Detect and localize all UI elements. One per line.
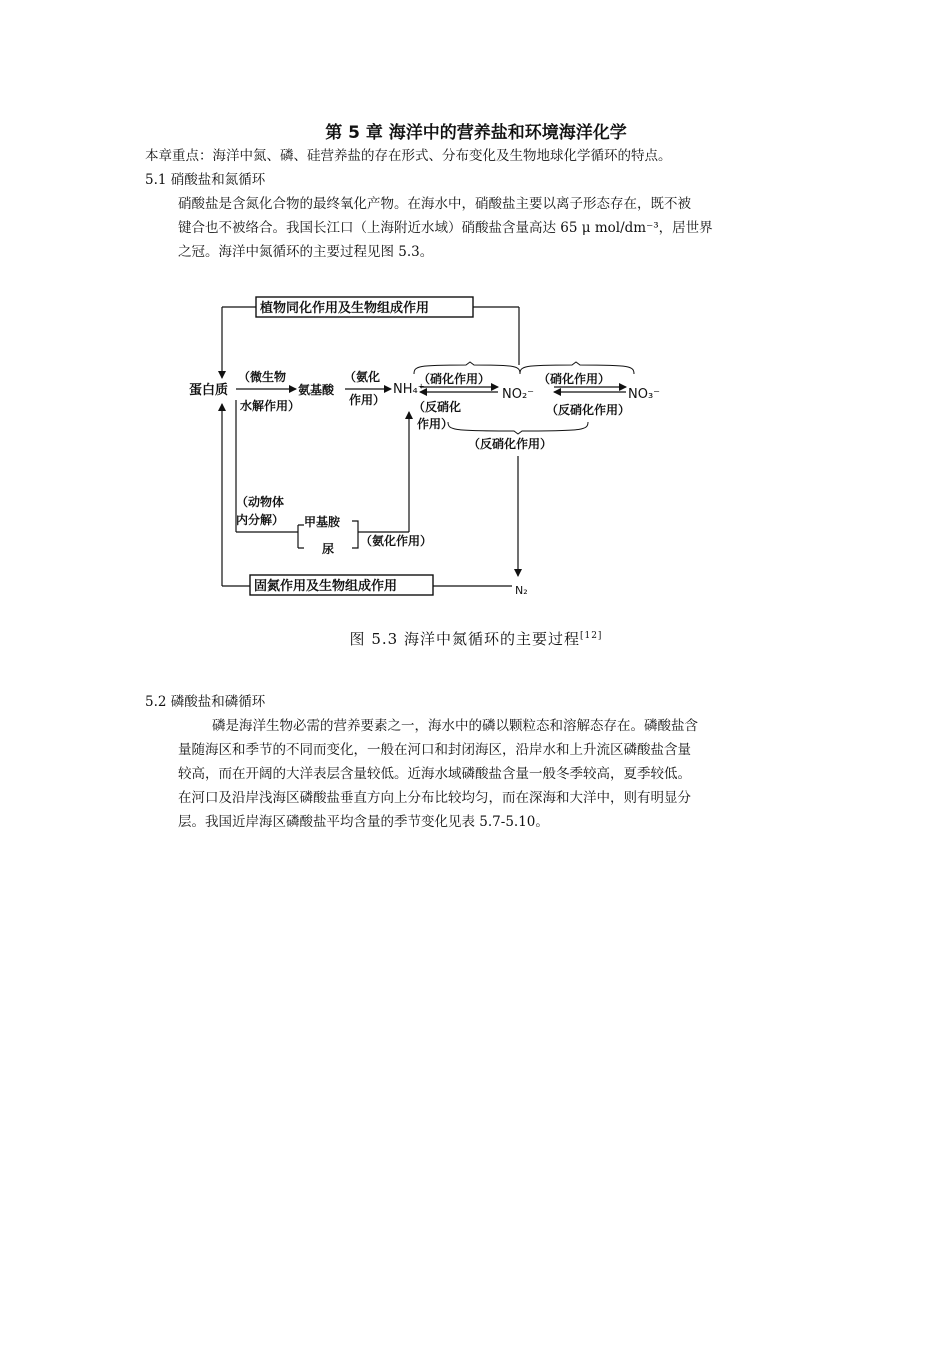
section-5-2-line-2: 量随海区和季节的不同而变化，一般在河口和封闭海区，沿岸水和上升流区磷酸盐含量 bbox=[178, 742, 691, 758]
methylamine-label: 甲基胺 bbox=[304, 515, 341, 529]
denit-label-b: （反硝化作用） bbox=[546, 403, 631, 417]
section-5-1-heading: 5.1 硝酸盐和氮循环 bbox=[145, 172, 266, 188]
ammon-label-1: （氨化 bbox=[344, 370, 381, 384]
chapter-title: 第 5 章 海洋中的营养盐和环境海洋化学 bbox=[325, 123, 627, 143]
figure-caption-ref: [12] bbox=[579, 631, 603, 641]
top-box-label: 植物同化作用及生物组成作用 bbox=[260, 301, 430, 316]
section-5-1-line-1: 硝酸盐是含氮化合物的最终氧化产物。在海水中，硝酸盐主要以离子形态存在，既不被 bbox=[178, 196, 691, 212]
denit-label-a2: 作用） bbox=[417, 417, 454, 431]
animal-label-2: 内分解） bbox=[236, 513, 285, 527]
section-5-1-line-3: 之冠。海洋中氮循环的主要过程见图 5.3。 bbox=[178, 244, 434, 260]
ammon-label-3: （氨化作用） bbox=[360, 534, 433, 548]
urea-label: 尿 bbox=[322, 542, 335, 556]
section-5-2-heading: 5.2 磷酸盐和磷循环 bbox=[145, 694, 266, 710]
section-5-2-line-1: 磷是海洋生物必需的营养要素之一，海水中的磷以颗粒态和溶解态存在。磷酸盐含 bbox=[212, 718, 698, 734]
chapter-focus: 本章重点：海洋中氮、磷、硅营养盐的存在形式、分布变化及生物地球化学循环的特点。 bbox=[145, 148, 672, 164]
no2-label: NO₂⁻ bbox=[502, 387, 535, 402]
bottom-box-label: 固氮作用及生物组成作用 bbox=[254, 579, 398, 594]
animal-label-1: （动物体 bbox=[236, 495, 285, 509]
section-5-1-line-2: 键合也不被络合。我国长江口（上海附近水域）硝酸盐含量高达 65 μ mol/dm⁻³，居世界 bbox=[178, 220, 713, 236]
nitrogen-cycle-diagram bbox=[0, 0, 952, 620]
protein-label: 蛋白质 bbox=[189, 383, 229, 398]
nitrif-label-1: （硝化作用） bbox=[418, 372, 491, 386]
section-5-2-line-4: 在河口及沿岸浅海区磷酸盐垂直方向上分布比较均匀，而在深海和大洋中，则有明显分 bbox=[178, 790, 691, 806]
nh4-label: NH₄⁺ bbox=[393, 382, 425, 397]
section-5-2-line-3: 较高，而在开阔的大洋表层含量较低。近海水域磷酸盐含量一般冬季较高，夏季较低。 bbox=[178, 766, 691, 782]
nitrif-label-2: （硝化作用） bbox=[538, 372, 611, 386]
amino-acid-label: 氨基酸 bbox=[298, 383, 335, 397]
n2-label: N₂ bbox=[515, 584, 528, 597]
section-5-2-line-5: 层。我国近岸海区磷酸盐平均含量的季节变化见表 5.7-5.10。 bbox=[178, 814, 549, 830]
microbe-label-1: （微生物 bbox=[238, 370, 287, 384]
denit-label-a1: （反硝化 bbox=[413, 400, 462, 414]
no3-label: NO₃⁻ bbox=[628, 387, 661, 402]
figure-caption bbox=[0, 628, 952, 649]
ammon-label-2: 作用） bbox=[349, 393, 386, 407]
denit-label-c: （反硝化作用） bbox=[468, 437, 553, 451]
figure-caption-text: 图 5.3 海洋中氮循环的主要过程 bbox=[349, 630, 580, 648]
microbe-label-2: 水解作用） bbox=[240, 399, 301, 413]
